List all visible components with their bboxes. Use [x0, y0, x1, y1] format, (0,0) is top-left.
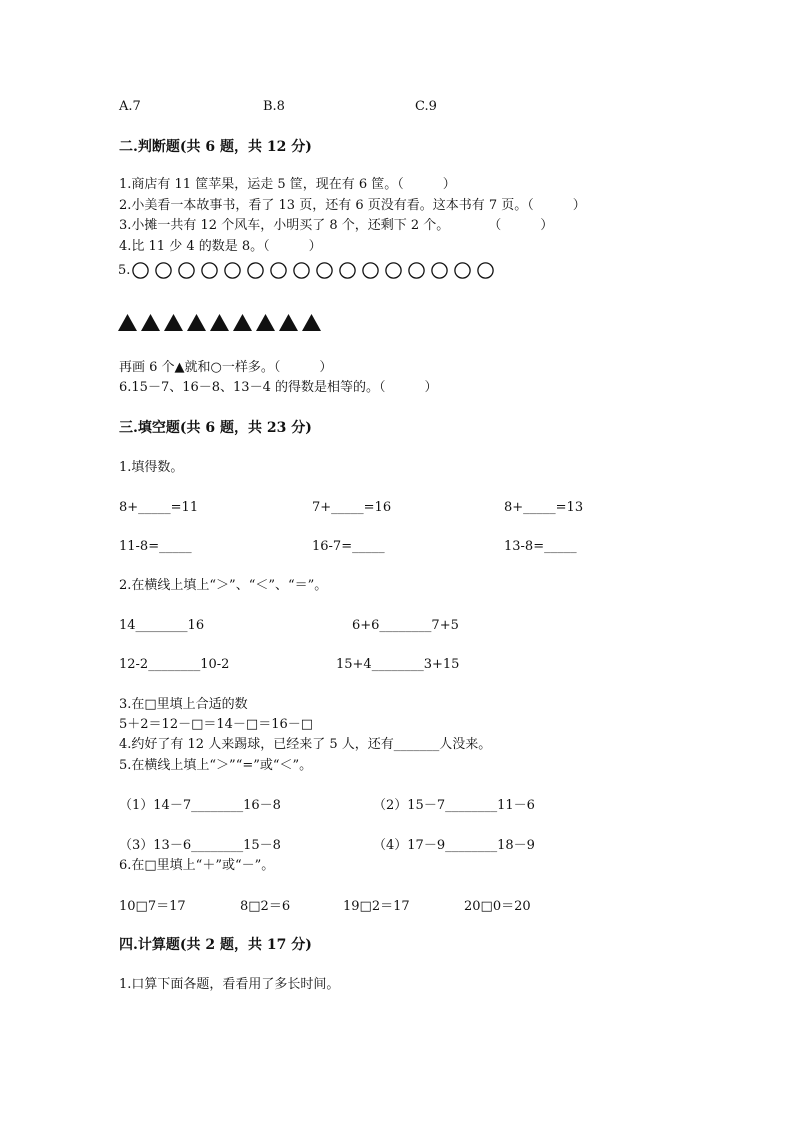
triangle-shape	[187, 314, 206, 331]
circle-shape	[132, 262, 149, 279]
fill-q5-1: （1）14－7________16－8	[119, 798, 281, 813]
judge-q5-text: 再画 6 个▲就和○一样多。（ ）	[119, 360, 333, 375]
choice-a: A.7	[119, 99, 141, 114]
triangle-shape	[302, 314, 321, 331]
fill-q5-4: （4）17－9________18－9	[373, 838, 535, 853]
triangle-shape	[256, 314, 275, 331]
circle-shape	[316, 262, 333, 279]
circle-shape	[477, 262, 494, 279]
fill-q4: 4.约好了有 12 人来踢球，已经来了 5 人，还有_______人没来。	[119, 737, 492, 752]
judge-q5-label: 5.	[118, 263, 131, 278]
fill-r2-b: 16-7=_____	[312, 539, 385, 554]
judge-q3: 3.小摊一共有 12 个风车，小明买了 8 个，还剩下 2 个。 （ ）	[119, 218, 554, 233]
choice-c: C.9	[415, 99, 437, 114]
fill-r2-c: 13-8=_____	[504, 539, 577, 554]
calc-q1: 1.口算下面各题，看看用了多长时间。	[119, 977, 340, 992]
fill-q5-2: （2）15－7________11－6	[373, 798, 535, 813]
fill-q6: 6.在□里填上“＋”或“－”。	[119, 858, 275, 873]
circle-shape	[270, 262, 287, 279]
compare-r1-a: 14________16	[119, 618, 205, 633]
circle-shape	[155, 262, 172, 279]
circle-shape	[224, 262, 241, 279]
circle-shape	[408, 262, 425, 279]
judge-q2: 2.小美看一本故事书，看了 13 页，还有 6 页没有看。这本书有 7 页。（ ）	[119, 198, 586, 213]
circle-shape	[293, 262, 310, 279]
circle-shape	[178, 262, 195, 279]
judge-q6: 6.15－7、16－8、13－4 的得数是相等的。（ ）	[119, 380, 438, 395]
fill-q6-a: 10□7＝17	[119, 899, 186, 914]
section-4-heading: 四.计算题(共 2 题，共 17 分)	[119, 937, 312, 953]
compare-r2-b: 15+4________3+15	[336, 657, 460, 672]
choice-b: B.8	[263, 99, 285, 114]
judge-q4: 4.比 11 少 4 的数是 8。（ ）	[119, 239, 322, 254]
circle-shape	[339, 262, 356, 279]
fill-q6-b: 8□2＝6	[240, 899, 291, 914]
triangle-shape	[118, 314, 137, 331]
fill-r2-a: 11-8=_____	[119, 539, 192, 554]
circle-shape	[201, 262, 218, 279]
compare-r1-b: 6+6________7+5	[352, 618, 459, 633]
circle-shape	[431, 262, 448, 279]
fill-r1-b: 7+_____=16	[312, 500, 392, 515]
section-3-heading: 三.填空题(共 6 题，共 23 分)	[119, 420, 312, 436]
circle-shape	[362, 262, 379, 279]
triangle-shape	[279, 314, 298, 331]
fill-q3: 3.在□里填上合适的数	[119, 697, 248, 712]
circle-shape	[247, 262, 264, 279]
fill-r1-c: 8+_____=13	[504, 500, 584, 515]
compare-r2-a: 12-2________10-2	[119, 657, 230, 672]
triangle-row	[118, 314, 325, 331]
section-2-heading: 二.判断题(共 6 题，共 12 分)	[119, 139, 312, 155]
judge-q1: 1.商店有 11 筐苹果，运走 5 筐，现在有 6 筐。（ ）	[119, 177, 456, 192]
fill-q5: 5.在横线上填上“＞”“=”或“＜”。	[119, 758, 313, 773]
triangle-shape	[233, 314, 252, 331]
fill-q6-d: 20□0＝20	[464, 899, 531, 914]
fill-r1-a: 8+_____=11	[119, 500, 199, 515]
fill-q5-3: （3）13－6________15－8	[119, 838, 281, 853]
triangle-shape	[164, 314, 183, 331]
triangle-shape	[210, 314, 229, 331]
fill-q1: 1.填得数。	[119, 460, 184, 475]
circle-shape	[454, 262, 471, 279]
fill-q3-equation: 5＋2＝12－□＝14－□＝16－□	[119, 717, 314, 732]
triangle-shape	[141, 314, 160, 331]
fill-q2: 2.在横线上填上“＞”、“＜”、“＝”。	[119, 578, 328, 593]
circle-row	[118, 262, 500, 279]
circle-shape	[385, 262, 402, 279]
fill-q6-c: 19□2＝17	[343, 899, 410, 914]
